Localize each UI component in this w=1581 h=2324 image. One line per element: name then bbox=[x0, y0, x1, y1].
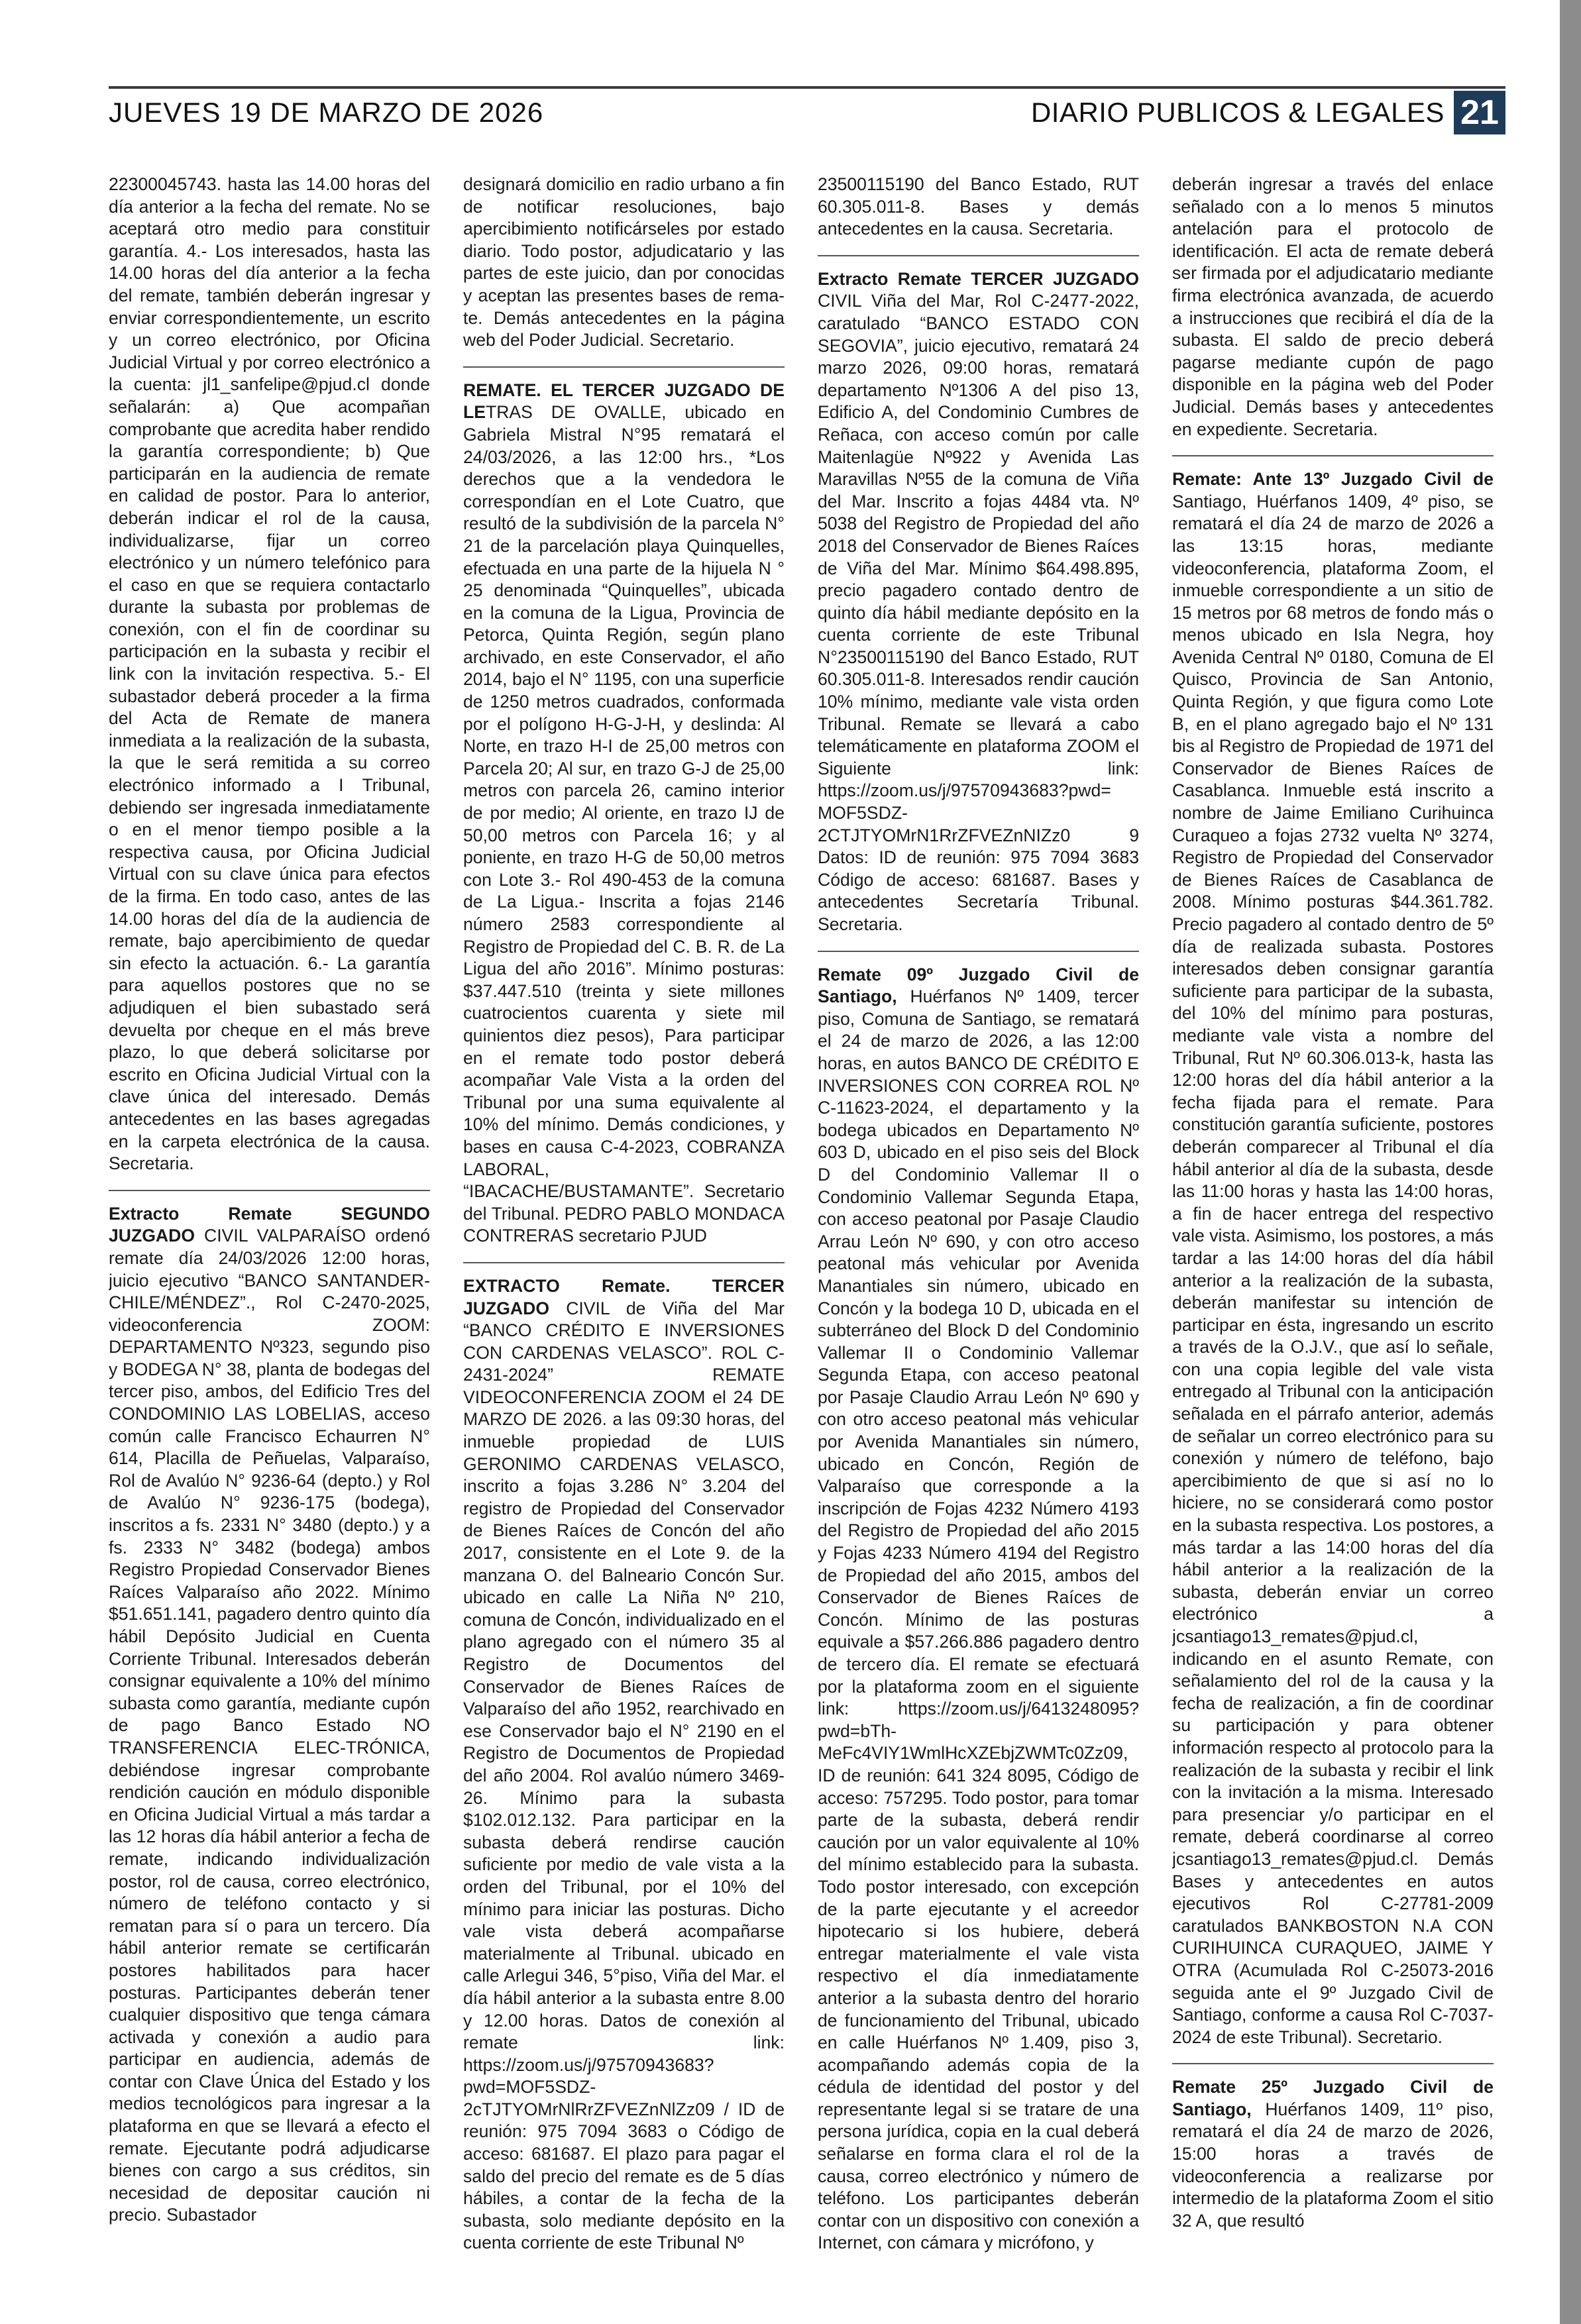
notice-body: Huérfanos Nº 1409, tercer piso, Comuna de Santiago, se rematará el 24 de marzo de 2026, a las 12:00 horas, en autos BANCO DE CRÉDITO E INVERSIONES CON CORREA ROL Nº C-11623-2024, el departamento y la bodega ubicados en Departamento Nº 603 D, ubicado en el piso seis del Block D del Condominio Vallemar II o Condominio Vallemar Segunda Etapa, con acceso peatonal por Pasaje Claudio Arrau León Nº 690, y con otro acceso peatonal más vehicular por Avenida Manantiales sin número, ubicado en Concón y la bodega 10 D, ubicada en el subterráneo del Block D del Condominio Vallemar II o Condominio Vallemar Segunda Etapa, con acceso peatonal por Pasaje Claudio Arrau León Nº 690 y con otro acceso peatonal más vehicular por Avenida Manantiales sin número, ubicado en Concón, Región de Valparaíso que corresponde a la inscripción de Fojas 4232 Número 4193 del Registro de Propiedad del año 2015 y Fojas 4233 Número 4194 del Registro de Propiedad del año 2015, ambos del Conservador de Bienes Raíces de Concón. Mínimo de las posturas equivale a $57.266.886 pagadero dentro de tercero día. El remate se efectuará por la plataforma zoom en el siguiente link: https://zoom.us/j/6413248095?pwd=bTh-MeFc4VIY1WmlHcXZEbjZWMTc0Zz09, ID de reunión: 641 324 8095, Código de acceso: 757295. Todo postor, para tomar parte de la subasta, deberá rendir caución por un valor equivalente al 10% del mínimo establecido para la subasta. Todo postor interesado, con excepción de la parte ejecutante y el acreedor hipotecario si los hubiere, deberá entregar materialmente el vale vista respectivo el día inmediatamente anterior a la subasta dentro del horario de funcionamiento del Tribunal, ubicado en calle Huérfanos Nº 1.409, piso 3, acompañando además copia de la cédula de identidad del postor y del representante legal si se tratare de una persona jurídica, copia en la cual deberá señalarse en forma clara el rol de la causa, correo electrónico y número de teléfono. Los participantes deberán contar con un dispositivo con conexión a Internet, con cámara y micrófono, y bbox=[818, 986, 1139, 2253]
publication-name: DIARIO PUBLICOS & LEGALES bbox=[1030, 97, 1445, 128]
notice-text bbox=[109, 174, 430, 1175]
notice-heading: Remate 25º Juzgado Civil de Santiago, bbox=[1172, 2077, 1494, 2119]
notice-body: CIVIL de Viña del Mar “BANCO CRÉDITO E INVERSIONES CON CARDENAS VELASCO”. ROL C-2431-2024” REMATE VIDEOCONFERENCIA ZOOM el 24 DE MARZO DE 2026. a las 09:30 horas, del inmueble propiedad de LUIS GERONIMO CARDENAS VELASCO, inscrito a fojas 3.286 N° 3.204 del registro de Propiedad del Conservador de Bienes Raíces de Concón del año 2017, consistente en el Lote 9. de la manzana O. del Balneario Concón Sur. ubicado en calle La Niña Nº 210, comuna de Concón, individualizado en el plano agregado con el número 35 al Registro de Documentos del Conservador de Bienes Raíces de Valparaíso del año 1952, rearchivado en ese Conservador bajo el N° 2190 en el Registro de Documentos de Propiedad del año 2004. Rol avalúo número 3469-26. Mínimo para la subasta $102.012.132. Para participar en la subasta deberá rendirse caución suficiente por medio de vale vista a la orden del Tribunal, por el 10% del mínimo para iniciar las posturas. Dicho vale vista deberá acompañarse materialmente al Tribunal. ubicado en calle Arlegui 346, 5°piso, Viña del Mar. el día hábil anterior a la subasta entre 8.00 y 12.00 horas. Datos de conexión al remate link: https://zoom.us/j/97570943683?pwd=MOF5SDZ-2cTJTYOMrNlRrZFVEZnNlZz09 / ID de reunión: 975 7094 3683 o Código de acceso: 681687. El plazo para pagar el saldo del precio del remate es de 5 días hábiles, a contar de la fecha de la subasta, solo mediante depósito en la cuenta corriente de este Tribunal Nº bbox=[463, 1298, 785, 2253]
page-header bbox=[109, 86, 1505, 131]
notice-text bbox=[818, 964, 1139, 2254]
notice bbox=[818, 255, 1139, 936]
notice-text bbox=[1172, 468, 1494, 2048]
notice-text bbox=[463, 1275, 785, 2254]
notice bbox=[109, 1190, 430, 2227]
notice-continuation bbox=[1172, 174, 1494, 441]
header-date: JUEVES 19 DE MARZO DE 2026 bbox=[109, 97, 544, 128]
notice-heading: Remate: Ante 13º Juzgado Civil de bbox=[1172, 469, 1494, 490]
notice-body: Huérfanos 1409, 11º piso, rematará el día 24 de marzo de 2026, 15:00 horas a través de videoconferencia a realizarse por intermedio de la plataforma Zoom el sitio 32 A, que resultó bbox=[1172, 2099, 1494, 2231]
notice-heading: Extracto Remate SEGUNDO JUZGADO bbox=[109, 1203, 430, 1246]
notice bbox=[463, 1262, 785, 2254]
notice bbox=[818, 951, 1139, 2254]
notice bbox=[1172, 2063, 1494, 2232]
notices-columns bbox=[109, 174, 1500, 2287]
notice-body: TRAS DE OVALLE, ubicado en Gabriela Mistral N°95 rematará el 24/03/2026, a las 12:00 hrs., *Los derechos que a la vendedora le correspondían en el Lote Cuatro, que resultó de la subdivisión de la parcela N° 21 de la parcelación playa Quinquelles, efectuada en una parte de la hijuela N ° 25 denominada “Quinquelles”, ubicada en la comuna de la Ligua, Provincia de Petorca, Quinta Región, según plano archivado, en este Conservador, el año 2014, bajo el N° 1195, con una superficie de 1250 metros cuadrados, conformada por el polígono H-G-J-H, y deslinda: Al Norte, en trazo H-I de 25,00 metros con Parcela 20; Al sur, en trazo G-J de 25,00 metros con parcela 26, camino interior de por medio; Al oriente, en trazo IJ de 50,00 metros con Parcela 16; y al poniente, en trazo H-G de 50,00 metros con Lote 3.- Rol 490-453 de la comuna de La Ligua.- Inscrita a fojas 2146 número 2583 correspondiente al Registro de Propiedad del C. B. R. de La Ligua del año 2016”. Mínimo posturas: $37.447.510 (treinta y siete millones cuatrocientos cuarenta y siete mil quinientos diez pesos), Para participar en el remate todo postor deberá acompañar Vale Vista a la orden del Tribunal por una suma equivalente al 10% del mínimo. Demás condiciones, y bases en causa C-4-2023, COBRANZA LABORAL, “IBACACHE/BUSTAMANTE”. Secretario del Tribunal. PEDRO PABLO MONDACA CONTRERAS secretario PJUD bbox=[463, 402, 785, 1246]
notice-text bbox=[818, 174, 1139, 240]
notice-body: deberán ingresar a través del enlace señalado con a lo menos 5 minutos antelación para el protocolo de identificación. El acta de remate deberá ser firmada por el adjudicatario mediante firma electrónica avanzada, de acuerdo a instrucciones que recibirá el día de la subasta. El saldo de precio deberá pagarse mediante cupón de pago disponible en la página web del Poder Judicial. Demás bases y antecedentes en expediente. Secretaria. bbox=[1172, 174, 1494, 439]
column-4 bbox=[1172, 174, 1494, 2287]
page-edge-strip bbox=[1560, 0, 1581, 2324]
notice-text bbox=[1172, 174, 1494, 441]
notice-text bbox=[463, 380, 785, 1247]
notice bbox=[1172, 455, 1494, 2048]
notice-body: designará domicilio en radio urbano a fin de notificar resoluciones, bajo apercibimiento notificárseles por estado diario. Todo postor, adjudicatario y las partes de este juicio, dan por conocidas y aceptan las presentes bases de rema-te. Demás antecedentes en la página web del Poder Judicial. Secretario. bbox=[463, 174, 785, 350]
header-masthead bbox=[1031, 91, 1505, 134]
notice-heading: Remate 09º Juzgado Civil de Santiago, bbox=[818, 964, 1139, 1007]
notice-heading: EXTRACTO Remate. TERCER JUZGADO bbox=[463, 1275, 785, 1318]
notice-continuation bbox=[463, 174, 785, 352]
notice bbox=[463, 366, 785, 1247]
notice-heading: Extracto Remate TERCER JUZGADO bbox=[818, 268, 1139, 289]
notice-body: CIVIL VALPARAÍSO ordenó remate día 24/03/2026 12:00 horas, juicio ejecutivo “BANCO SANTANDER-CHILE/MÉNDEZ”., Rol C-2470-2025, videoconferencia ZOOM: DEPARTAMENTO Nº323, segundo piso y BODEGA N° 38, planta de bodegas del tercer piso, ambos, del Edificio Tres del CONDOMINIO LAS LOBELIAS, acceso común calle Francisco Echaurren N° 614, Placilla de Peñuelas, Valparaíso, Rol de Avalúo N° 9236-64 (depto.) y Rol de Avalúo N° 9236-175 (bodega), inscritos a fs. 2331 N° 3480 (depto.) y a fs. 2333 N° 3482 (bodega) ambos Registro Propiedad Conservador Bienes Raíces Valparaíso año 2022. Mínimo $51.651.141, pagadero dentro quinto día hábil Depósito Judicial en Cuenta Corriente Tribunal. Interesados deberán consignar equivalente a 10% del mínimo subasta como garantía, mediante cupón de pago Banco Estado NO TRANSFERENCIA ELEC-TRÓNICA, debiéndose ingresar comprobante rendición caución en módulo disponible en Oficina Judicial Virtual a más tardar a las 12 horas día hábil anterior a fecha de remate, indicando individualización postor, rol de causa, correo electrónico, número de teléfono contacto y si rematan para sí o para un tercero. Día hábil anterior remate se certificarán postores habilitados para hacer posturas. Participantes deberán tener cualquier dispositivo que tenga cámara activada y conexión a audio para participar en audiencia, además de contar con Clave Única del Estado y los medios tecnológicos para ingresar a la plataforma en que se llevará a efecto el remate. Ejecutante podrá adjudicarse bienes con cargo a sus créditos, sin necesidad de depositar caución ni precio. Subastador bbox=[109, 1226, 430, 2225]
notice-text bbox=[109, 1203, 430, 2227]
notice-body: Santiago, Huérfanos 1409, 4º piso, se rematará el día 24 de marzo de 2026 a las 13:15 horas, mediante videoconferencia, plataforma Zoom, el inmueble correspondiente a un sitio de 15 metros por 68 metros de fondo más o menos ubicado en Isla Negra, hoy Avenida Central Nº 0180, Comuna de El Quisco, Provincia de San Antonio, Quinta Región, y que figura como Lote B, en el plano agregado bajo el Nº 131 bis al Registro de Propiedad de 1971 del Conservador de Bienes Raíces de Casablanca. Inmueble está inscrito a nombre de Jaime Emiliano Curihuinca Curaqueo a fojas 2732 vuelta Nº 3274, Registro de Propiedad del Conservador de Bienes Raíces de Casablanca de 2008. Mínimo posturas $44.361.782. Precio pagadero al contado dentro de 5º día de realizada subasta. Postores interesados deben consignar garantía suficiente para participar de la subasta, del 10% del mínimo para posturas, mediante vale vista a nombre del Tribunal, Rut Nº 60.306.013-k, hasta las 12:00 horas del día hábil anterior a la fecha fijada para el remate. Para constitución garantía suficiente, postores deberán comparecer al Tribunal el día hábil anterior al día de la subasta, desde las 11:00 horas y hasta las 14:00 horas, a fin de hacer entrega del respectivo vale vista. Asimismo, los postores, a más tardar a las 14:00 horas del día hábil anterior a la realización de la subasta, deberán manifestar su intención de participar en ésta, ingresando un escrito a través de la O.J.V., que así lo señale, con una copia legible del vale vista entregado al Tribunal con la anticipación señalada en el párrafo anterior, además de señalar un correo electrónico para su conexión y número de teléfono, bajo apercibimiento de que si así no lo hiciere, no se considerará como postor en la subasta respectiva. Los postores, a más tardar a las 14:00 horas del día hábil anterior a la realización de la subasta, deberán enviar un correo electrónico a jcsantiago13_remates@pjud.cl, indicando en el asunto Remate, con señalamiento del rol de la causa y la fecha de realización, a fin de coordinar su participación y para obtener información respecto al protocolo para la realización de la subasta y recibir el link con la invitación a la misma. Interesado para presenciar y/o participar en el remate, deberá coordinarse al correo jcsantiago13_remates@pjud.cl. Demás Bases y antecedentes en autos ejecutivos Rol C-27781-2009 caratulados BANKBOSTON N.A CON CURIHUINCA CURAQUEO, JAIME Y OTRA (Acumulada Rol C-25073-2016 seguida ante el 9º Juzgado Civil de Santiago, conforme a causa Rol C-7037-2024 de este Tribunal). Secretario. bbox=[1172, 491, 1494, 2047]
notice-body: CIVIL Viña del Mar, Rol C-2477-2022, caratulado “BANCO ESTADO CON SEGOVIA”, juicio ejecutivo, rematará 24 marzo 2026, 09:00 horas, rematará departamento Nº1306 A del piso 13, Edificio A, del Condominio Cumbres de Reñaca, con acceso común por calle Maitenlagüe Nº922 y Avenida Las Maravillas Nº55 de la comuna de Viña del Mar. Inscrito a fojas 4484 vta. Nº 5038 del Registro de Propiedad del año 2018 del Conservador de Bienes Raíces de Viña del Mar. Mínimo $64.498.895, precio pagadero contado dentro de quinto día hábil mediante depósito en la cuenta corriente de este Tribunal N°23500115190 del Banco Estado, RUT 60.305.011-8. Interesados rendir caución 10% mínimo, mediante vale vista orden Tribunal. Remate se llevará a cabo telemáticamente en plataforma ZOOM el Siguiente link: https://zoom.us/j/97570943683?pwd= MOF5SDZ-2CTJTYOMrN1RrZFVEZnNIZz0 9 Datos: ID de reunión: 975 7094 3683 Código de acceso: 681687. Bases y antecedentes Secretaría Tribunal. Secretaria. bbox=[818, 291, 1139, 934]
notice-text bbox=[818, 268, 1139, 936]
notice-text bbox=[463, 174, 785, 352]
notice-continuation bbox=[818, 174, 1139, 240]
notice-body: 22300045743. hasta las 14.00 horas del día anterior a la fecha del remate. No se aceptará otro medio para constituir garantía. 4.- Los interesados, hasta las 14.00 horas del día anterior a la fecha del remate, también deberán ingresar y enviar correspondientemente, un escrito y un correo electrónico, por Oficina Judicial Virtual y por correo electrónico a la cuenta: jl1_sanfelipe@pjud.cl donde señalarán: a) Que acompañan comprobante que acredita haber rendido la garantía correspondiente; b) Que participarán en la audiencia de remate en calidad de postor. Para lo anterior, deberán indicar el rol de la causa, individualizarse, fijar un correo electrónico y un número telefónico para el caso en que se requiera contactarlo durante la subasta por problemas de conexión, con el fin de coordinar su participación en la subasta y recibir el link con la invitación respectiva. 5.- El subastador deberá proceder a la firma del Acta de Remate de manera inmediata a la realización de la subasta, la que le será remitida a su correo electrónico informado a I Tribunal, debiendo ser ingresada inmediatamente o en el menor tiempo posible a la respectiva causa, por Oficina Judicial Virtual con su clave única para efectos de la firma. En todo caso, antes de las 14.00 horas del día de la audiencia de remate, bajo apercibimiento de quedar sin efecto la actuación. 6.- La garantía para aquellos postores que no se adjudiquen el bien subastado será devuelta por cheque en el más breve plazo, lo que deberá solicitarse por escrito en Oficina Judicial Virtual con la clave única del interesado. Demás antecedentes en las bases agregadas en la carpeta electrónica de la causa. Secretaria. bbox=[109, 174, 430, 1174]
notice-continuation bbox=[109, 174, 430, 1175]
notice-heading: REMATE. EL TERCER JUZGADO DE LE bbox=[463, 380, 785, 423]
column-2 bbox=[463, 174, 785, 2287]
column-1 bbox=[109, 174, 430, 2287]
notice-text bbox=[1172, 2076, 1494, 2232]
column-3 bbox=[818, 174, 1139, 2287]
page-number-badge: 21 bbox=[1454, 91, 1505, 134]
notice-body: 23500115190 del Banco Estado, RUT 60.305.011-8. Bases y demás antecedentes en la causa. Secretaria. bbox=[818, 174, 1139, 239]
